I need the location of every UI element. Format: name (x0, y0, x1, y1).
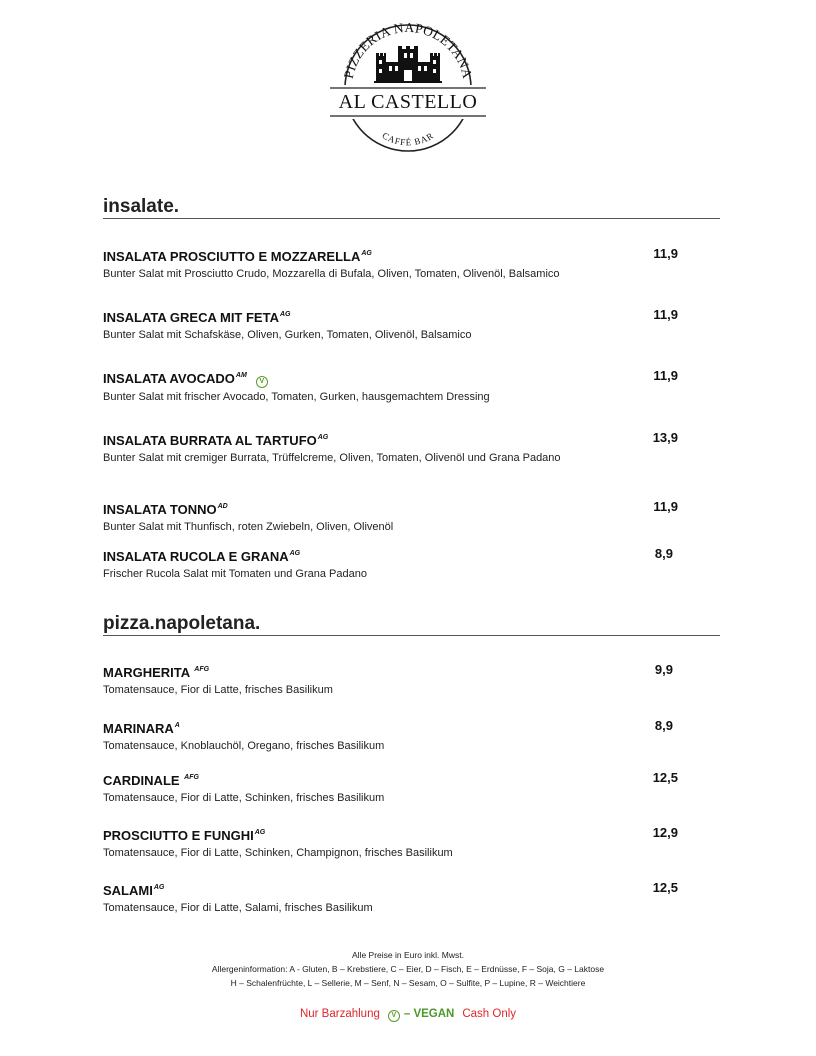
menu-item (103, 430, 683, 466)
allergen-codes: AFG (194, 666, 210, 673)
item-name: $SALAMI^{AG}$ (103, 883, 165, 898)
restaurant-logo (328, 22, 488, 160)
item-description: Tomatensauce, Fior di Latte, Schinken, Champignon, frisches Basilikum (103, 847, 453, 859)
logo-name: AL CASTELLO (338, 91, 478, 113)
menu-item (103, 546, 683, 582)
section-header-pizza (103, 613, 720, 636)
menu-item (103, 246, 683, 282)
item-price: 11,9 (653, 307, 678, 322)
item-description: Tomatensauce, Fior di Latte, frisches Basilikum (103, 684, 333, 696)
cash-only-de: Nur Barzahlung (299, 1008, 380, 1020)
item-description: Tomatensauce, Knoblauchöl, Oregano, frisches Basilikum (103, 740, 385, 752)
item-description: Tomatensauce, Fior di Latte, Schinken, frisches Basilikum (103, 792, 385, 804)
allergen-codes: AD (217, 503, 228, 510)
item-name: INSALATA $AVOCADO^{AM}V$ (103, 368, 683, 388)
price-note: Alle Preise in Euro inkl. Mwst. (352, 950, 464, 960)
item-name: INSALATA RUCOLA E $GRANA^{AG}$ (103, 549, 301, 564)
vegan-v-icon: V (388, 1010, 400, 1022)
item-name: PROSCIUTTO E $FUNGHI^{AG}$ (103, 828, 266, 843)
item-name: $MARINARA^A$ (103, 721, 180, 736)
item-price: 8,9 (654, 718, 673, 733)
item-price: 11,9 (653, 368, 678, 383)
item-description: Bunter Salat mit Prosciutto Crudo, Mozzarella di Bufala, Oliven, Tomaten, Olivenöl, Balsamico (103, 268, 560, 280)
item-name: INSALATA $TONNO^{AD}$ (103, 502, 228, 517)
allergen-codes: AG (289, 550, 301, 557)
item-description: Frischer Rucola Salat mit Tomaten und Grana Padano (103, 568, 367, 580)
item-price: 11,9 (653, 246, 678, 261)
item-price: 12,9 (652, 825, 678, 840)
item-price: 12,5 (652, 880, 678, 895)
item-name: CARDINALE $^{AFG}$ (103, 773, 199, 788)
payment-vegan-legend (0, 1006, 816, 1022)
item-description: Bunter Salat mit frischer Avocado, Tomaten, Gurken, hausgemachtem Dressing (103, 391, 490, 403)
allergen-codes: AG (153, 884, 165, 891)
logo-top-text: PIZZERIA NAPOLETANA (340, 22, 476, 80)
allergen-codes: AG (254, 829, 266, 836)
menu-item (103, 662, 683, 698)
allergen-info-line-1: Allergeninformation: A - Gluten, B – Krebstiere, C – Eier, D – Fisch, E – Erdnüsse, F – Soja, G – Laktose (211, 964, 605, 974)
cash-only-en: Cash Only (462, 1008, 517, 1020)
menu-item (103, 825, 683, 861)
allergen-codes: AG (279, 311, 291, 318)
allergen-codes: AG (317, 434, 329, 441)
section-header-insalate (103, 196, 720, 219)
menu-item (103, 368, 683, 405)
item-price: 8,9 (654, 546, 673, 561)
allergen-codes: AM (235, 372, 247, 379)
item-price: 13,9 (652, 430, 678, 445)
item-name: MARGHERITA $^{AFG}$ (103, 665, 210, 680)
allergen-codes: AFG (184, 774, 199, 781)
item-name: INSALATA PROSCIUTTO E $MOZZARELLA^{AG}$ (103, 249, 372, 264)
item-description: Bunter Salat mit Schafskäse, Oliven, Gurken, Tomaten, Olivenöl, Balsamico (103, 329, 472, 341)
menu-item (103, 880, 683, 916)
menu-item (103, 307, 683, 343)
logo-bottom-text: CAFFÉ BAR (380, 130, 436, 148)
allergen-info-line-2: H – Schalenfrüchte, L – Sellerie, M – Senf, N – Sesam, O – Sulfite, P – Lupine, R – Weichtiere (230, 978, 586, 988)
item-name: INSALATA GRECA MIT $FETA^{AG}$ (103, 310, 291, 325)
item-name: INSALATA BURRATA AL $TARTUFO^{AG}$ (103, 433, 329, 448)
item-price: 9,9 (654, 662, 673, 677)
footer-notes (0, 948, 816, 990)
item-price: 12,5 (652, 770, 678, 785)
allergen-codes: AG (361, 250, 372, 257)
allergen-codes: A (174, 722, 180, 729)
section-title: insalate. (103, 196, 180, 217)
item-description: Bunter Salat mit cremiger Burrata, Trüffelcreme, Oliven, Tomaten, Olivenöl und Grana Padano (103, 452, 561, 464)
vegan-label: – VEGAN (403, 1008, 455, 1020)
item-description: Bunter Salat mit Thunfisch, roten Zwiebeln, Oliven, Olivenöl (103, 521, 394, 533)
menu-item (103, 718, 683, 754)
menu-item (103, 770, 683, 806)
item-description: Tomatensauce, Fior di Latte, Salami, frisches Basilikum (103, 902, 373, 914)
item-price: 11,9 (653, 499, 678, 514)
menu-item (103, 499, 683, 535)
section-title: pizza.napoletana. (103, 613, 261, 634)
vegan-v-icon: V (256, 376, 268, 388)
